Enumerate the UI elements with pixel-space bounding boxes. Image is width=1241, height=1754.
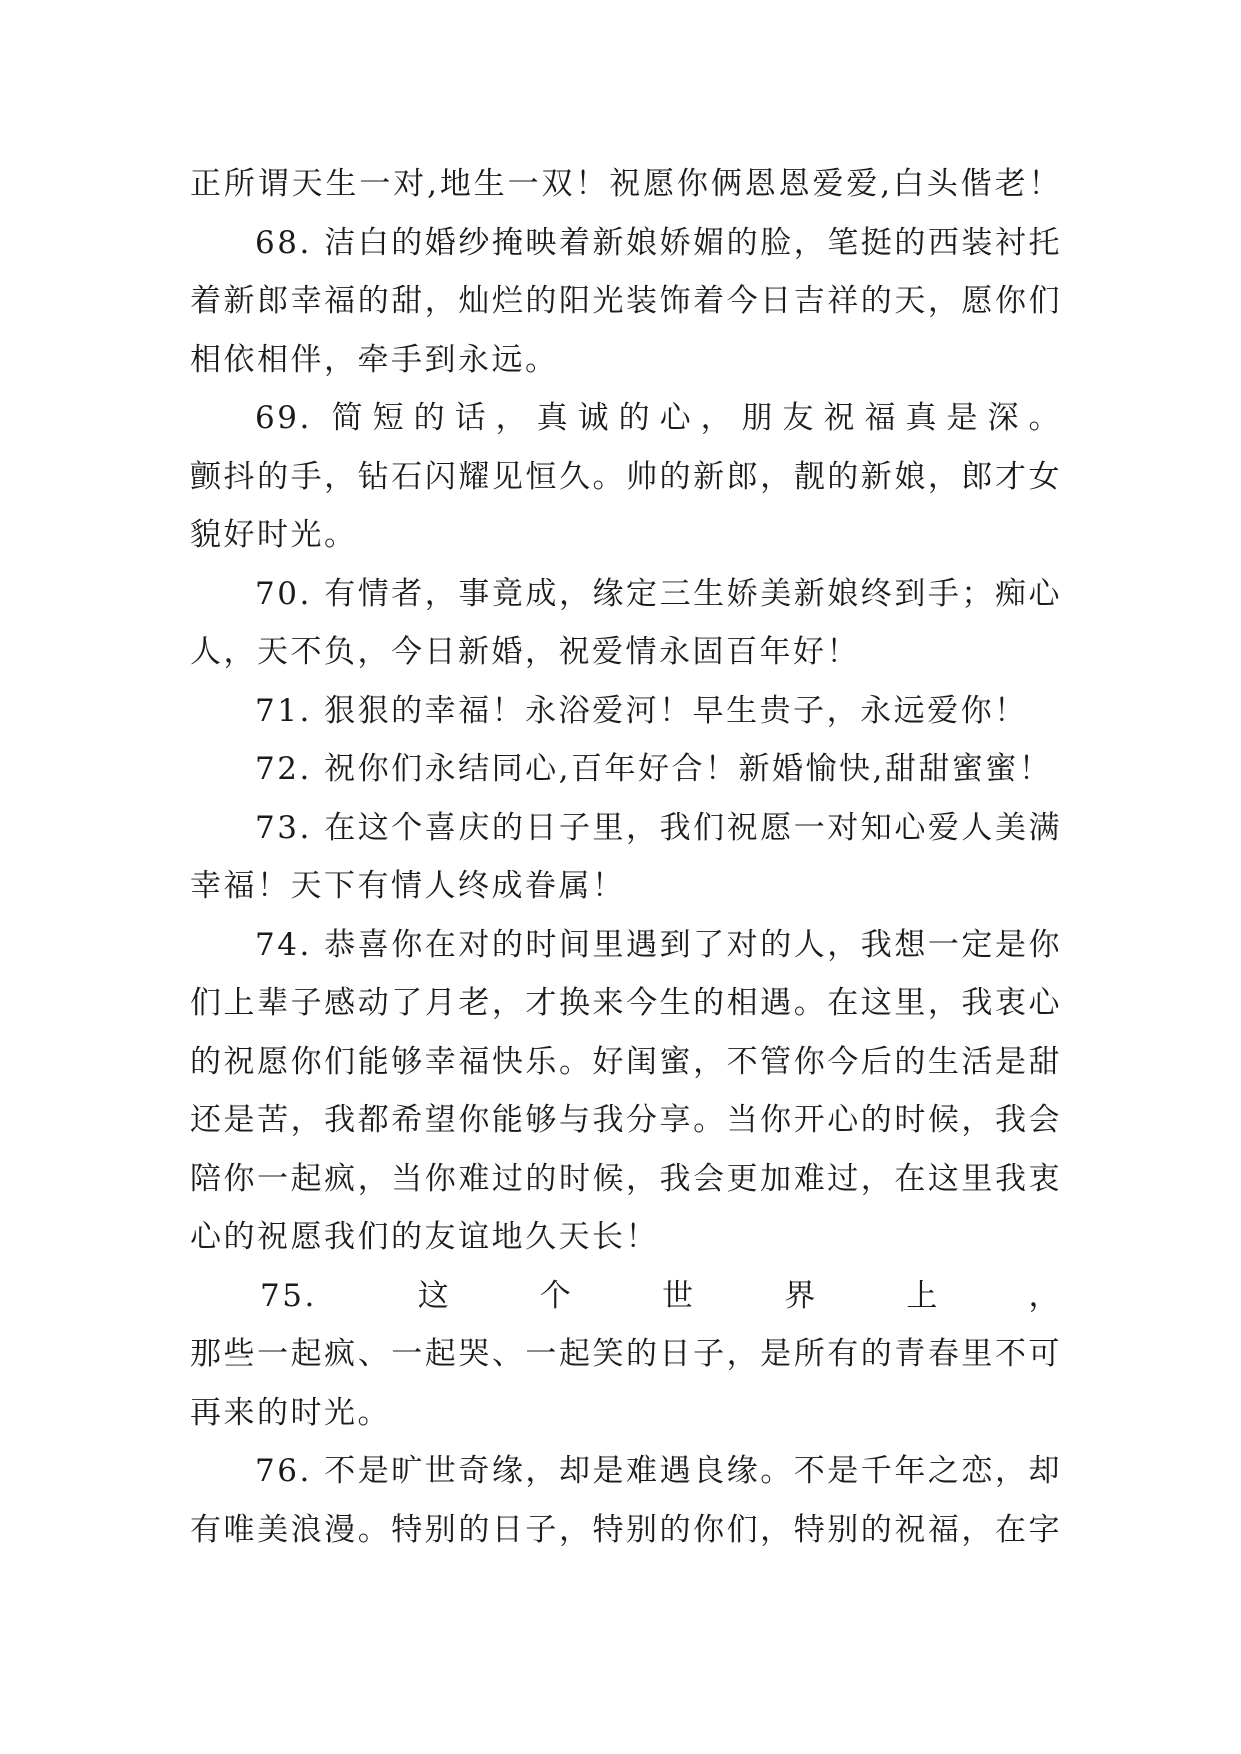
paragraph-line: 73. 在这个喜庆的日子里，我们祝愿一对知心爱人美满 xyxy=(255,809,1062,846)
paragraph-71 xyxy=(190,682,1062,741)
paragraph-line: 71. 狠狠的幸福！永浴爱河！早生贵子，永远爱你！ xyxy=(255,692,1028,729)
paragraph-line: 貌好时光。 xyxy=(190,517,358,553)
paragraph-72 xyxy=(190,740,1062,799)
paragraph-line: 还是苦，我都希望你能够与我分享。当你开心的时候，我会 xyxy=(190,1102,1062,1138)
paragraph-76 xyxy=(190,1442,1062,1559)
paragraph-70 xyxy=(190,565,1062,682)
paragraph-line: 人，天不负，今日新婚，祝爱情永固百年好！ xyxy=(190,634,860,670)
paragraph-line: 着新郎幸福的甜，灿烂的阳光装饰着今日吉祥的天，愿你们 xyxy=(190,283,1062,319)
paragraph-line: 再来的时光。 xyxy=(190,1394,391,1431)
paragraph-line: 心的祝愿我们的友谊地久天长！ xyxy=(190,1219,659,1255)
document-body xyxy=(190,155,1062,1559)
paragraph-68 xyxy=(190,214,1062,390)
paragraph-line: 76. 不是旷世奇缘，却是难遇良缘。不是千年之恋，却 xyxy=(255,1453,1062,1489)
paragraph-69 xyxy=(190,389,1062,565)
paragraph-line: 有唯美浪漫。特别的日子，特别的你们，特别的祝福，在字 xyxy=(190,1511,1062,1548)
paragraph-line: 那些一起疯、一起哭、一起笑的日子，是所有的青春里不可 xyxy=(190,1336,1062,1372)
paragraph-line: 正所谓天生一对,地生一双！祝愿你俩恩恩爱爱,白头偕老！ xyxy=(190,166,1062,202)
paragraph-75 xyxy=(190,1267,1062,1443)
paragraph-line: 的祝愿你们能够幸福快乐。好闺蜜，不管你今后的生活是甜 xyxy=(190,1043,1062,1080)
paragraph-line: 幸福！天下有情人终成眷属！ xyxy=(190,868,626,904)
paragraph-74 xyxy=(190,916,1062,1267)
paragraph-67-continuation xyxy=(190,155,1062,214)
paragraph-line: 们上辈子感动了月老，才换来今生的相遇。在这里，我衷心 xyxy=(190,985,1062,1021)
paragraph-line: 75. 这个世界上， xyxy=(260,1277,1062,1314)
paragraph-line: 相依相伴，牵手到永远。 xyxy=(190,341,559,378)
paragraph-line: 颤抖的手，钻石闪耀见恒久。帅的新郎，靓的新娘，郎才女 xyxy=(190,458,1062,495)
paragraph-line: 74. 恭喜你在对的时间里遇到了对的人，我想一定是你 xyxy=(255,926,1062,963)
paragraph-73 xyxy=(190,799,1062,916)
paragraph-line: 68. 洁白的婚纱掩映着新娘娇媚的脸，笔挺的西装衬托 xyxy=(255,224,1062,261)
paragraph-line: 72. 祝你们永结同心,百年好合！新婚愉快,甜甜蜜蜜！ xyxy=(255,751,1053,787)
paragraph-line: 69. 简短的话，真诚的心，朋友祝福真是深。 xyxy=(255,400,1062,436)
paragraph-line: 70. 有情者，事竟成，缘定三生娇美新娘终到手；痴心 xyxy=(255,575,1062,612)
paragraph-line: 陪你一起疯，当你难过的时候，我会更加难过，在这里我衷 xyxy=(190,1160,1062,1197)
